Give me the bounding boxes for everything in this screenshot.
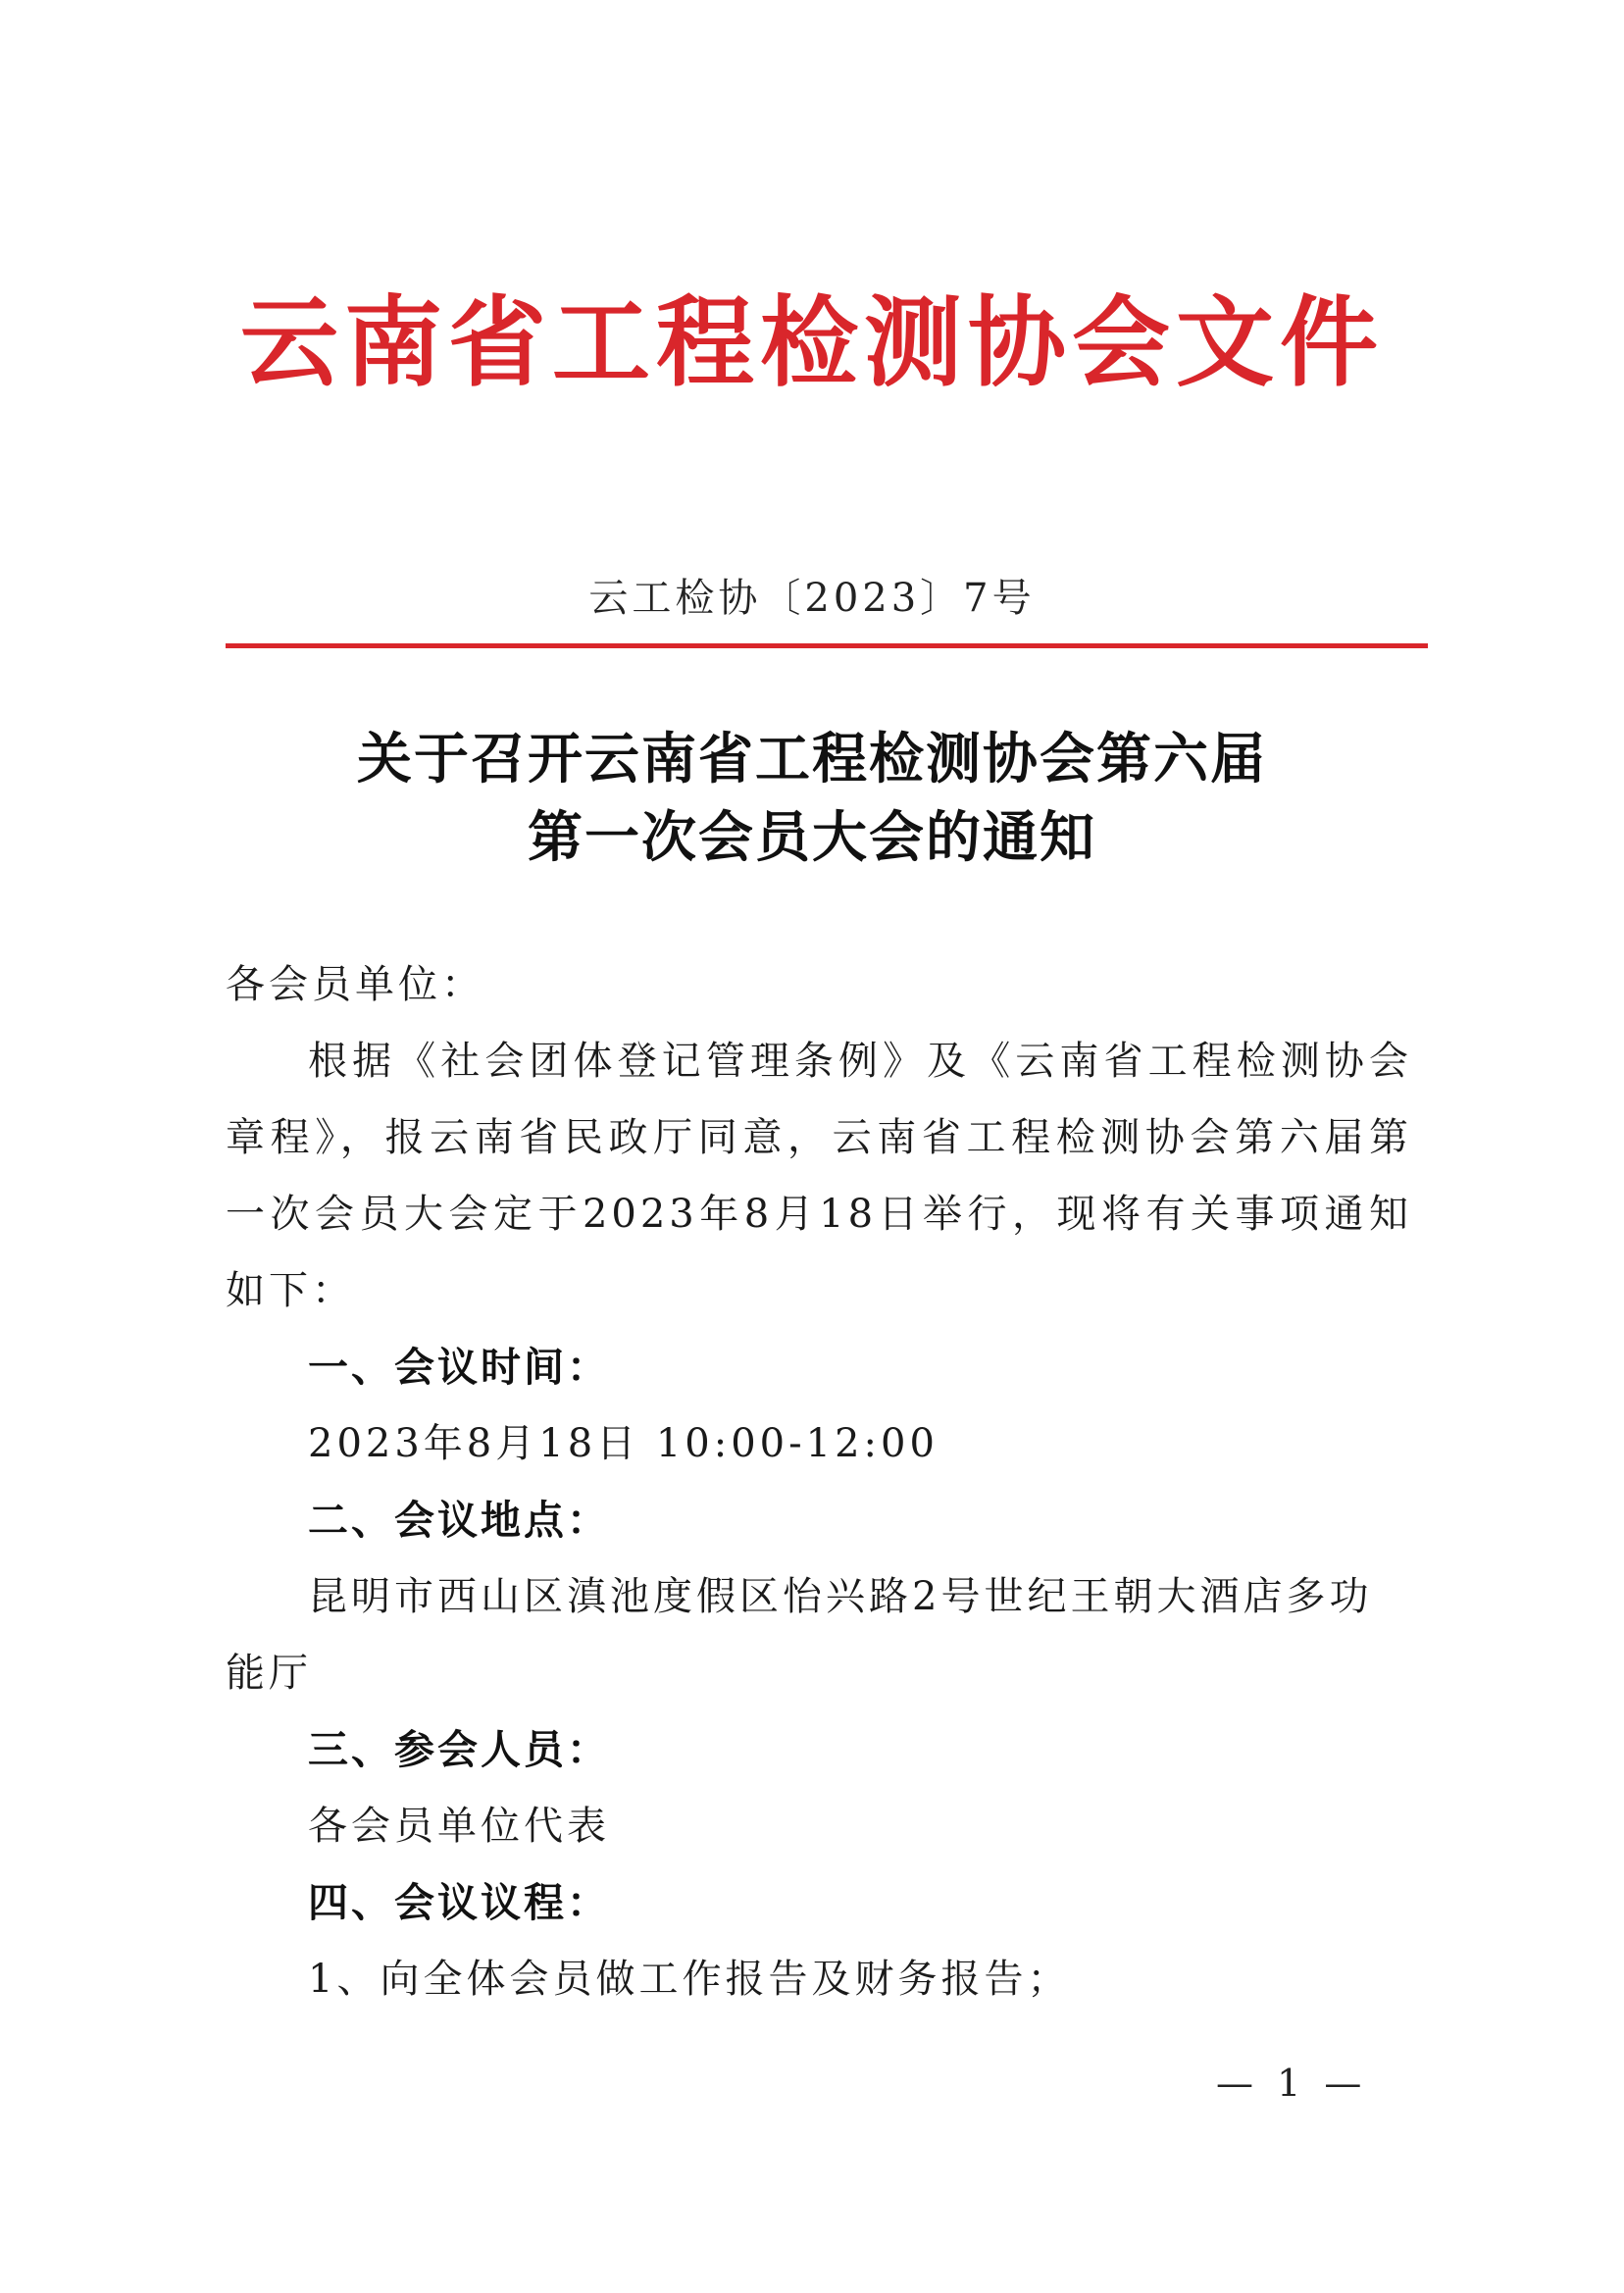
- section-content-time: 2023年8月18日 10:00-12:00: [308, 1421, 939, 1466]
- page-number: — 1 —: [1216, 2062, 1368, 2105]
- intro-paragraph: 根据《社会团体登记管理条例》及《云南省工程检测协会章程》，报云南省民政厅同意，云南省工程检测协会第六届第一次会员大会定于2023年8月18日举行，现将有关事项通知如下：: [226, 1039, 1412, 1313]
- section-heading-location: 二、会议地点：: [308, 1497, 610, 1544]
- section-content-agenda-item-1: 1、向全体会员做工作报告及财务报告；: [308, 1957, 1071, 2002]
- notice-title-line-1: 关于召开云南省工程检测协会第六届: [357, 728, 1267, 791]
- section-heading-attendees: 三、参会人员：: [308, 1726, 610, 1773]
- section-content-location: 昆明市西山区滇池度假区怡兴路2号世纪王朝大酒店多功能厅: [226, 1574, 1373, 1696]
- masthead-title: 云南省工程检测协会文件: [240, 285, 1384, 400]
- section-heading-agenda: 四、会议议程：: [308, 1879, 610, 1926]
- red-divider: [226, 643, 1428, 648]
- notice-title-line-2: 第一次会员大会的通知: [528, 806, 1096, 870]
- document-number: 云工检协〔2023〕7号: [588, 576, 1036, 621]
- section-content-attendees: 各会员单位代表: [308, 1804, 610, 1849]
- notice-title: [0, 721, 1624, 878]
- salutation: 各会员单位：: [226, 962, 484, 1007]
- section-heading-time: 一、会议时间：: [308, 1344, 610, 1391]
